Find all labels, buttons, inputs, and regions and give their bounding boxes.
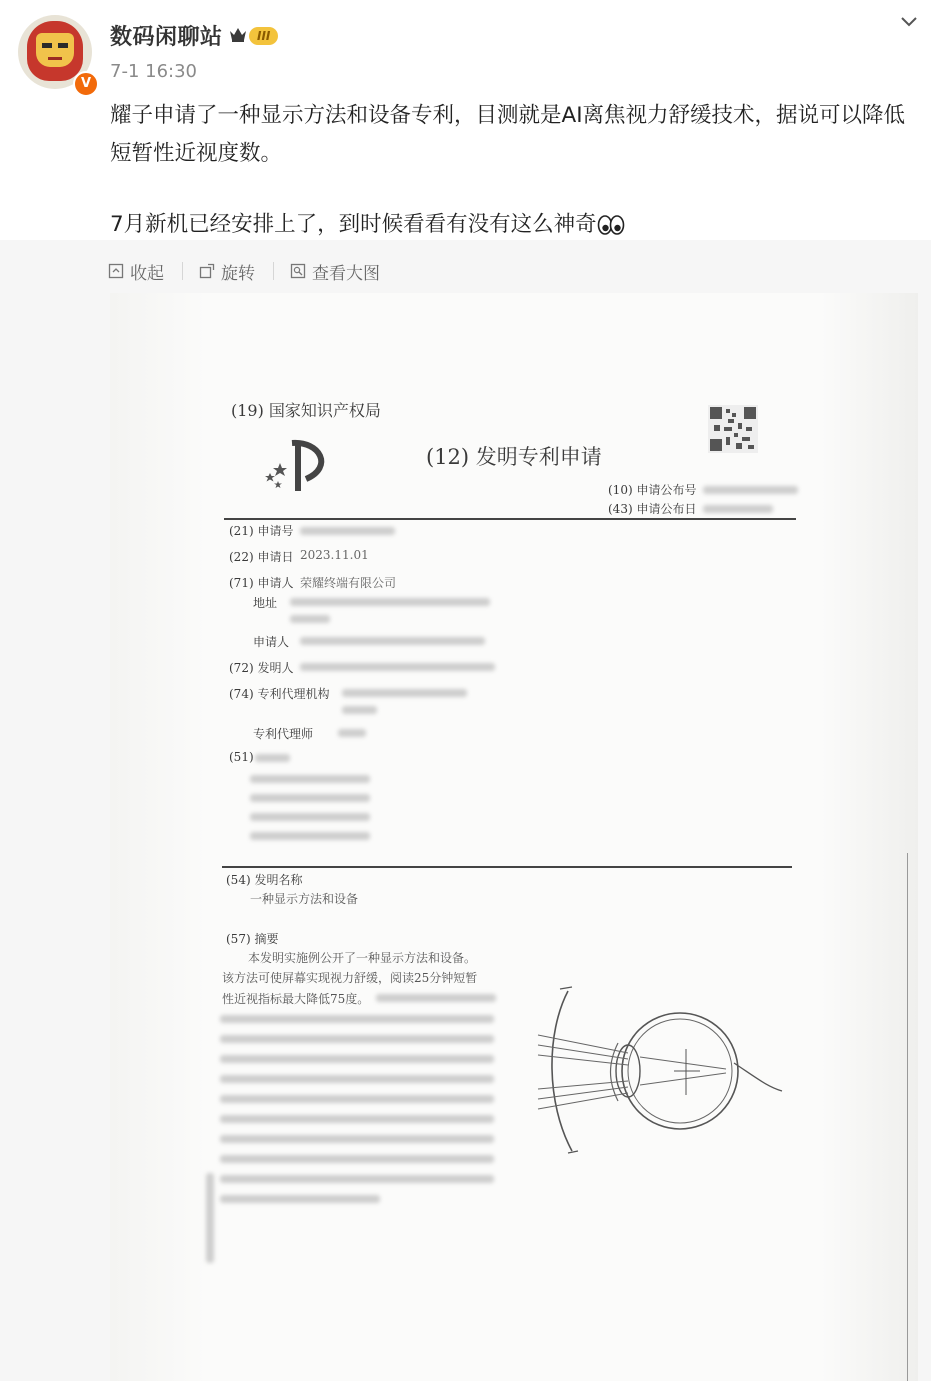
collapse-icon [108, 263, 124, 279]
post-timestamp[interactable]: 7-1 16:30 [110, 61, 197, 82]
post-paragraph-1: 耀子申请了一种显示方法和设备专利，目测就是AI离焦视力舒缓技术，据说可以降低短暂性近视度数。 [110, 103, 906, 166]
avatar-eye-right [58, 43, 68, 48]
eye-diagram-icon [528, 983, 786, 1163]
view-large-button[interactable] [290, 259, 380, 284]
toolbar-divider [273, 262, 274, 280]
magnify-icon [290, 263, 306, 279]
address-label: 地址 [253, 596, 278, 610]
pub-date-label: (43) 申请公布日 [608, 502, 697, 516]
post-text [110, 97, 925, 244]
abstract-line-3: 性近视指标最大降低75度。 [222, 992, 370, 1006]
inventor-label: (72) 发明人 [229, 661, 294, 675]
invention-title: 一种显示方法和设备 [250, 892, 359, 906]
level-badge[interactable]: III [249, 27, 278, 45]
post-paragraph-2-text: 7月新机已经安排上了，到时候看看有没有这么神奇 [110, 212, 597, 237]
verified-badge: V [73, 71, 99, 97]
applicant-label: (71) 申请人 [229, 576, 294, 590]
author-name[interactable]: 数码闲聊站 [110, 25, 223, 50]
rotate-icon [199, 263, 215, 279]
patent-document-image[interactable] [110, 293, 918, 1381]
applicant-name: 荣耀终端有限公司 [300, 576, 397, 590]
toolbar-divider [182, 262, 183, 280]
abstract-label: (57) 摘要 [226, 932, 279, 946]
qr-code-icon [708, 405, 758, 453]
rotate-label: 旋转 [221, 263, 255, 284]
doc-office: (19) 国家知识产权局 [231, 401, 381, 420]
agent-label: 专利代理师 [253, 727, 314, 741]
app-date: 2023.11.01 [300, 548, 369, 562]
view-large-label: 查看大图 [312, 263, 380, 284]
app-no-label: (21) 申请号 [229, 524, 294, 538]
post-paragraph-2 [110, 206, 925, 244]
abstract-line-1: 本发明实施例公开了一种显示方法和设备。 [248, 951, 477, 965]
image-toolbar [108, 258, 380, 284]
crown-icon [228, 24, 248, 44]
doc-right-edge [907, 853, 908, 1381]
app-date-label: (22) 申请日 [229, 550, 294, 564]
invention-title-label: (54) 发明名称 [226, 873, 303, 887]
avatar-eye-left [42, 43, 52, 48]
agency-label: (74) 专利代理机构 [229, 687, 330, 701]
eyes-emoji [597, 214, 625, 236]
collapse-label: 收起 [130, 263, 164, 284]
post-header [0, 0, 931, 240]
rotate-button[interactable] [199, 259, 255, 284]
avatar-mask [36, 33, 74, 67]
collapse-button[interactable] [108, 259, 164, 284]
ipc-label: (51) [229, 750, 254, 764]
cnipa-logo-icon [262, 433, 332, 495]
chevron-down-icon[interactable] [898, 10, 920, 32]
avatar-mouth [48, 57, 62, 60]
pub-no-label: (10) 申请公布号 [608, 483, 697, 497]
doc-divider-middle [222, 866, 792, 868]
doc-divider-top [224, 518, 796, 520]
doc-type: (12) 发明专利申请 [426, 445, 602, 469]
applicant2-label: 申请人 [253, 635, 290, 649]
abstract-line-2: 该方法可使屏幕实现视力舒缓，阅读25分钟短暂 [222, 971, 478, 985]
